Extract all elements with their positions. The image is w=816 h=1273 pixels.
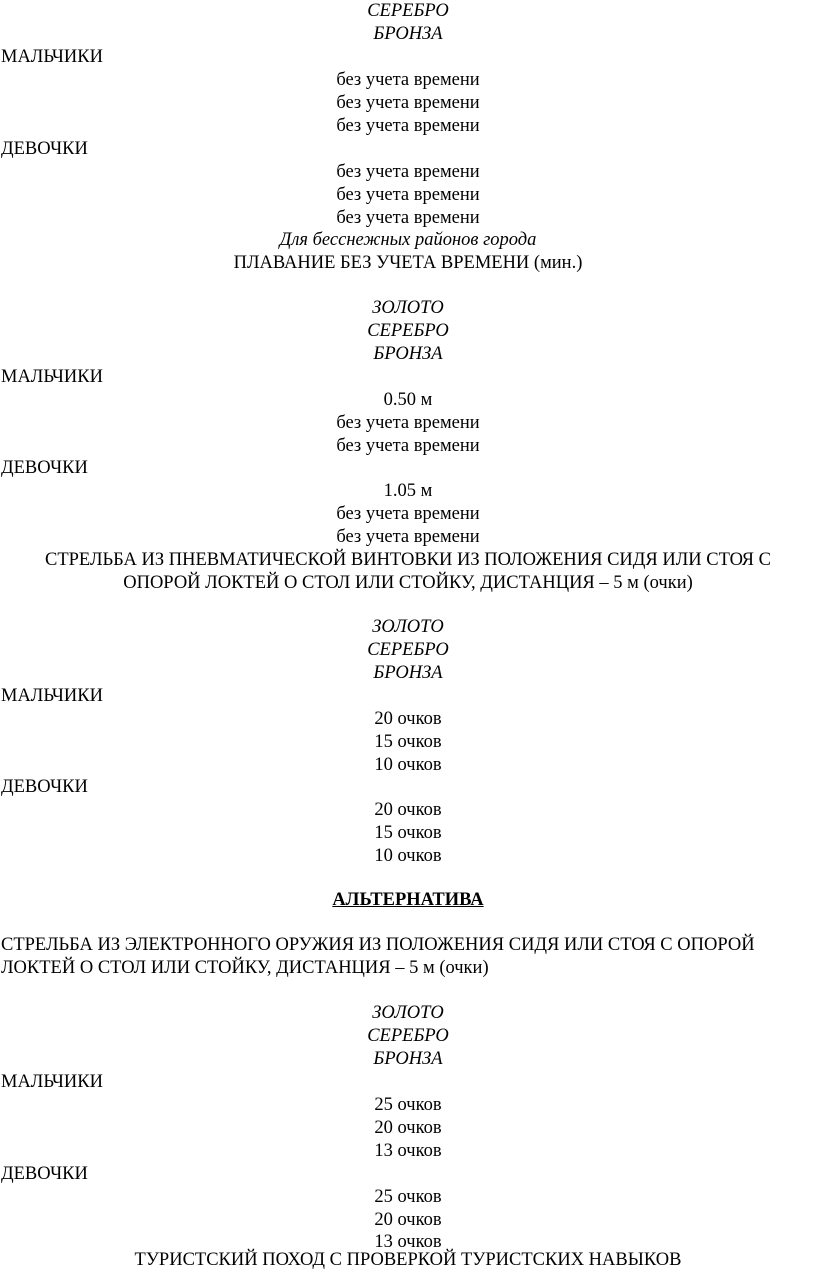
girls-value: 10 очков — [374, 846, 442, 866]
boys-value: без учета времени — [336, 436, 480, 456]
boys-value: без учета времени — [336, 70, 480, 90]
section-title-line1: СТРЕЛЬБА ИЗ ПНЕВМАТИЧЕСКОЙ ВИНТОВКИ ИЗ ПОЛОЖЕНИЯ СИДЯ ИЛИ СТОЯ С — [45, 550, 771, 570]
girls-value: 25 очков — [374, 1187, 442, 1207]
medal-bronze: БРОНЗА — [373, 1049, 443, 1069]
medal-gold: ЗОЛОТО — [372, 298, 444, 318]
girls-value: 1.05 м — [383, 481, 433, 501]
boys-value: без учета времени — [336, 413, 480, 433]
boys-value: без учета времени — [336, 93, 480, 113]
girls-value: без учета времени — [336, 162, 480, 182]
medal-silver: СЕРЕБРО — [367, 640, 449, 660]
medal-silver: СЕРЕБРО — [367, 1026, 449, 1046]
boys-value: без учета времени — [336, 116, 480, 136]
medal-bronze: БРОНЗА — [373, 344, 443, 364]
section-subtitle: Для бесснежных районов города — [279, 230, 537, 250]
boys-value: 10 очков — [374, 755, 442, 775]
boys-label: МАЛЬЧИКИ — [1, 686, 103, 706]
girls-value: 20 очков — [374, 800, 442, 820]
boys-label: МАЛЬЧИКИ — [1, 47, 103, 67]
girls-value: 20 очков — [374, 1210, 442, 1230]
boys-label: МАЛЬЧИКИ — [1, 367, 103, 387]
boys-value: 15 очков — [374, 732, 442, 752]
girls-value: без учета времени — [336, 527, 480, 547]
girls-label: ДЕВОЧКИ — [1, 458, 88, 478]
medal-bronze: БРОНЗА — [373, 24, 443, 44]
girls-value: 13 очков — [374, 1232, 442, 1252]
section-title-text: ПЛАВАНИЕ БЕЗ УЧЕТА ВРЕМЕНИ (мин.) — [233, 253, 583, 273]
boys-value: 20 очков — [374, 709, 442, 729]
boys-value: 25 очков — [374, 1095, 442, 1115]
medal-silver: СЕРЕБРО — [367, 1, 449, 21]
section-title-line1: СТРЕЛЬБА ИЗ ЭЛЕКТРОННОГО ОРУЖИЯ ИЗ ПОЛОЖЕНИЯ СИДЯ ИЛИ СТОЯ С ОПОРОЙ — [1, 935, 755, 955]
boys-value: 20 очков — [374, 1118, 442, 1138]
medal-bronze: БРОНЗА — [373, 663, 443, 683]
boys-value: 13 очков — [374, 1141, 442, 1161]
girls-value: без учета времени — [336, 208, 480, 228]
medal-gold: ЗОЛОТО — [372, 617, 444, 637]
alternative-heading: АЛЬТЕРНАТИВА — [332, 890, 484, 910]
girls-value: без учета времени — [336, 504, 480, 524]
section-title-line2: ОПОРОЙ ЛОКТЕЙ О СТОЛ ИЛИ СТОЙКУ, ДИСТАНЦИЯ – 5 м (очки) — [123, 573, 693, 593]
boys-value: 0.50 м — [383, 390, 433, 410]
medal-gold: ЗОЛОТО — [372, 1003, 444, 1023]
section-title: ТУРИСТСКИЙ ПОХОД С ПРОВЕРКОЙ ТУРИСТСКИХ НАВЫКОВ — [134, 1250, 682, 1270]
girls-label: ДЕВОЧКИ — [1, 139, 88, 159]
boys-label: МАЛЬЧИКИ — [1, 1072, 103, 1092]
alternative-heading-row — [0, 889, 816, 912]
girls-label: ДЕВОЧКИ — [1, 1164, 88, 1184]
girls-label: ДЕВОЧКИ — [1, 777, 88, 797]
girls-value: без учета времени — [336, 185, 480, 205]
medal-silver: СЕРЕБРО — [367, 321, 449, 341]
girls-value: 15 очков — [374, 823, 442, 843]
section-title — [0, 252, 816, 275]
section-title-line2: ЛОКТЕЙ О СТОЛ ИЛИ СТОЙКУ, ДИСТАНЦИЯ – 5 м (очки) — [1, 958, 489, 978]
